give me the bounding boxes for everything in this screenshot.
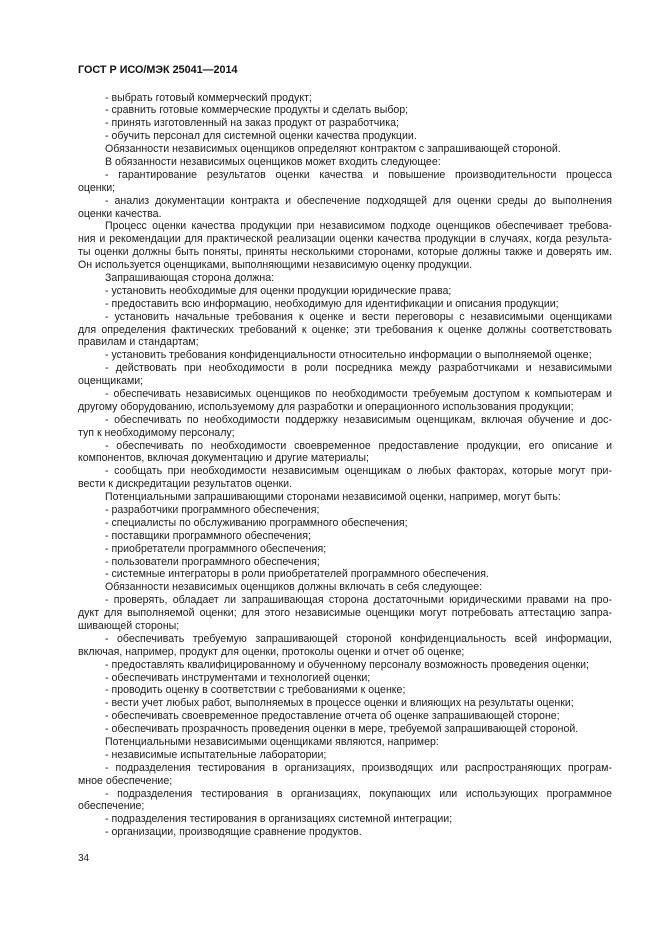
text-line: - сообщать при необходимости независимым оценщикам о любых факторах, которые могут при- [105, 465, 612, 478]
list-item [78, 723, 612, 736]
list-item [78, 388, 612, 414]
text-line: включая, например, продукт для оценки, протоколы оценки и отчет об оценке; [78, 645, 465, 658]
list-item [78, 710, 612, 723]
paragraph [78, 491, 612, 504]
text-line: Запрашивающая сторона должна: [105, 271, 275, 284]
list-item [78, 130, 612, 143]
text-line: - подразделения тестирования в организациях системной интеграции; [105, 813, 453, 826]
list-item [78, 517, 612, 530]
paragraph [78, 736, 612, 749]
text-line: - обеспечивать по необходимости поддержку независимым оценщикам, включая обучение и дос- [105, 413, 612, 426]
body-text [78, 92, 612, 840]
list-item [78, 684, 612, 697]
text-line: оценки; [78, 181, 116, 194]
text-line: - обеспечивать инструментами и технологией оценки; [105, 671, 371, 684]
text-line: - действовать при необходимости в роли посредника между разработчиками и независимыми [105, 362, 612, 375]
list-item [78, 530, 612, 543]
text-line: ния и рекомендации для практической реализации оценки качества продукции в случаях, когда результа- [78, 233, 612, 246]
text-line: вести к дискредитации результатов оценки. [78, 478, 293, 491]
text-line: Потенциальными независимыми оценщиками являются, например: [105, 736, 439, 749]
text-line: - проверять, обладает ли запрашивающая сторона достаточными юридическими правами на про- [105, 594, 612, 607]
text-line: В обязанности независимых оценщиков может входить следующее: [105, 155, 441, 168]
text-line: другому оборудованию, используемому для разработки и операционного использования продукции; [78, 400, 574, 413]
list-item [78, 826, 612, 839]
text-line: - организации, производящие сравнение продуктов. [105, 826, 362, 839]
text-line: туп к необходимому персоналу; [78, 426, 235, 439]
text-line: Он используется оценщиками, выполняющими независимую оценку продукции. [78, 259, 473, 272]
list-item [78, 298, 612, 311]
text-line: Обязанности независимых оценщиков определяют контрактом с запрашивающей стороной. [105, 143, 561, 156]
list-item [78, 594, 612, 633]
text-line: - установить необходимые для оценки продукции юридические права; [105, 284, 452, 297]
list-item [78, 465, 612, 491]
text-line: обеспечение; [78, 800, 145, 813]
list-item [78, 311, 612, 350]
text-line: - обеспечивать своевременное предоставление отчета об оценке запрашивающей стороне; [105, 710, 560, 723]
text-line: - выбрать готовый коммерческий продукт; [105, 91, 312, 104]
list-item [78, 92, 612, 105]
text-line: правилам и стандартам; [78, 336, 199, 349]
text-line: - приобретатели программного обеспечения; [105, 542, 327, 555]
list-item [78, 285, 612, 298]
list-item [78, 556, 612, 569]
text-line: ты оценки должны быть поняты, приняты несколькими сторонами, которые должны также и доверять им. [78, 246, 612, 259]
text-line: - проводить оценку в соответствии с требованиями к оценке; [105, 684, 406, 697]
text-line: - независимые испытательные лаборатории; [105, 748, 327, 761]
text-line: Процесс оценки качества продукции при независимом подходе оценщиков обеспечивает требова- [105, 220, 612, 233]
text-line: компонентов, включая документацию и другие материалы; [78, 452, 369, 465]
list-item [78, 749, 612, 762]
list-item [78, 697, 612, 710]
list-item [78, 195, 612, 221]
text-line: - обеспечивать независимых оценщиков по необходимости требуемым доступом к компьютерам и [105, 387, 612, 400]
list-item [78, 362, 612, 388]
text-line: - пользователи программного обеспечения; [105, 555, 320, 568]
text-line: - анализ документации контракта и обеспечение подходящей для оценки среды до выполнения [105, 194, 612, 207]
text-line: - системные интеграторы в роли приобретателей программного обеспечения. [105, 568, 489, 581]
list-item [78, 414, 612, 440]
list-item [78, 672, 612, 685]
list-item [78, 104, 612, 117]
text-line: - предоставлять квалифицированному и обученному персоналу возможность проведения оценки; [105, 658, 589, 671]
text-line: шивающей стороны; [78, 620, 180, 633]
list-item [78, 762, 612, 788]
text-line: мное обеспечение; [78, 774, 173, 787]
page-number: 34 [78, 852, 90, 864]
paragraph [78, 156, 612, 169]
text-line: оценки качества. [78, 207, 162, 220]
text-line: - вести учет любых работ, выполняемых в процессе оценки и влияющих на результаты оценки; [105, 697, 574, 710]
paragraph [78, 143, 612, 156]
text-line: дукт для выполняемой оценки; для этого независимые оценщики могут потребовать аттестацию запра- [78, 607, 612, 620]
text-line: - разработчики программного обеспечения; [105, 504, 320, 516]
text-line: - обеспечивать прозрачность проведения оценки в мере, требуемой запрашивающей стороной. [105, 723, 579, 736]
text-line: Обязанности независимых оценщиков должны включать в себя следующее: [105, 581, 483, 594]
paragraph [78, 581, 612, 594]
text-line: - установить требования конфиденциальности относительно информации о выполняемой оценке; [105, 349, 592, 362]
text-line: - подразделения тестирования в организациях, покупающих или использующих программное [105, 787, 612, 800]
list-item [78, 169, 612, 195]
text-line: - установить начальные требования к оценке и вести переговоры с независимыми оценщиками [105, 310, 612, 323]
text-line: - специалисты по обслуживанию программного обеспечения; [105, 516, 408, 529]
list-item [78, 117, 612, 130]
text-line: оценщиками; [78, 375, 144, 388]
text-line: - обучить персонал для системной оценки качества продукции. [105, 130, 417, 143]
list-item [78, 349, 612, 362]
list-item [78, 504, 612, 517]
list-item [78, 659, 612, 672]
text-line: - обеспечивать требуемую запрашивающей стороной конфиденциальность всей информации, [105, 632, 612, 645]
text-line: - предоставить всю информацию, необходимую для идентификации и описания продукции; [105, 297, 559, 310]
text-line: - поставщики программного обеспечения; [105, 529, 311, 542]
paragraph [78, 272, 612, 285]
text-line: - принять изготовленный на заказ продукт от разработчика; [105, 117, 399, 130]
list-item [78, 633, 612, 659]
text-line: - обеспечивать по необходимости своевременное предоставление продукции, его описание и [105, 439, 612, 452]
text-line: - сравнить готовые коммерческие продукты и сделать выбор; [105, 104, 409, 117]
text-line: - гарантирование результатов оценки качества и повышение производительности процесса [105, 168, 612, 181]
text-line: Потенциальными запрашивающими сторонами независимой оценки, например, могут быть: [105, 491, 561, 504]
list-item [78, 813, 612, 826]
text-line: для определения фактических требований к оценке; эти требования к оценке должны соответствовать [78, 323, 612, 336]
list-item [78, 543, 612, 556]
document-header: ГОСТ Р ИСО/МЭК 25041—2014 [78, 64, 238, 76]
list-item [78, 440, 612, 466]
list-item [78, 568, 612, 581]
list-item [78, 788, 612, 814]
text-line: - подразделения тестирования в организациях, производящих или распространяющих програм- [105, 761, 612, 774]
paragraph [78, 220, 612, 272]
